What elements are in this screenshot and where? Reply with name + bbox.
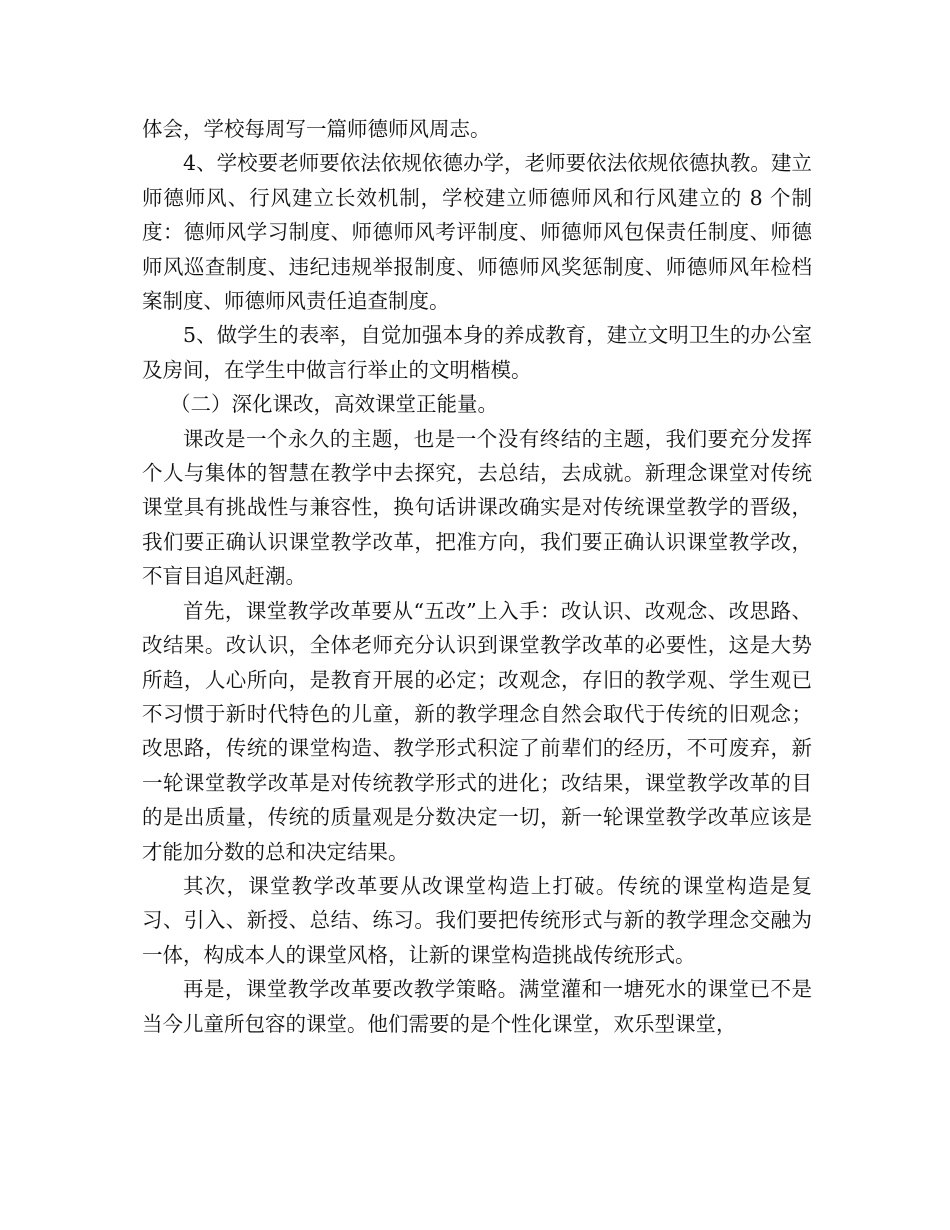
- paragraph-first: 首先，课堂教学改革要从“五改”上入手：改认识、改观念、改思路、改结果。改认识，全体老师充分认识到课堂教学改革的必要性，这是大势所趋，人心所向，是教育开展的必定；改观念，存旧的教学观、学生观已不习惯于新时代特色的儿童，新的教学理念自然会取代于传统的旧观念；改思路，传统的课堂构造、教学形式积淀了前辈们的经历，不可废弃，新一轮课堂教学改革是对传统教学形式的进化；改结果，课堂教学改革的目的是出质量，传统的质量观是分数决定一切，新一轮课堂教学改革应该是才能加分数的总和决定结果。: [142, 598, 812, 864]
- paragraph-item-5: 5、做学生的表率，自觉加强本身的养成教育，建立文明卫生的办公室及房间，在学生中做言行举止的文明楷模。: [142, 323, 812, 382]
- section-heading: （二）深化课改，高效课堂正能量。: [170, 392, 498, 417]
- paragraph-continuation: 体会，学校每周写一篇师德师风周志。: [142, 117, 491, 141]
- paragraph-item-4: 4、学校要老师要依法依规依德办学，老师要依法依规依德执教。建立师德师风、行风建立长效机制，学校建立师德师风和行风建立的 8 个制度：德师风学习制度、师德师风考评制度、师德师风包保责任制度、师德师风巡查制度、违纪违规举报制度、师德师风奖惩制度、师德师风年检档案制度、师德师风责任追查制度。: [142, 151, 812, 314]
- paragraph-third: 再是，课堂教学改革要改教学策略。满堂灌和一塘死水的课堂已不是当今儿童所包容的课堂。他们需要的是个性化课堂，欢乐型课堂，: [142, 977, 812, 1036]
- paragraph-curriculum-reform: 课改是一个永久的主题，也是一个没有终结的主题，我们要充分发挥个人与集体的智慧在教学中去探究，去总结，去成就。新理念课堂对传统课堂具有挑战性与兼容性，换句话讲课改确实是对传统课堂教学的晋级，我们要正确认识课堂教学改革，把准方向，我们要正确认识课堂教学改，不盲目追风赶潮。: [142, 426, 812, 589]
- document-body: [142, 112, 812, 1041]
- paragraph-second: 其次，课堂教学改革要从改课堂构造上打破。传统的课堂构造是复习、引入、新授、总结、练习。我们要把传统形式与新的教学理念交融为一体，构成本人的课堂风格，让新的课堂构造挑战传统形式。: [142, 873, 812, 967]
